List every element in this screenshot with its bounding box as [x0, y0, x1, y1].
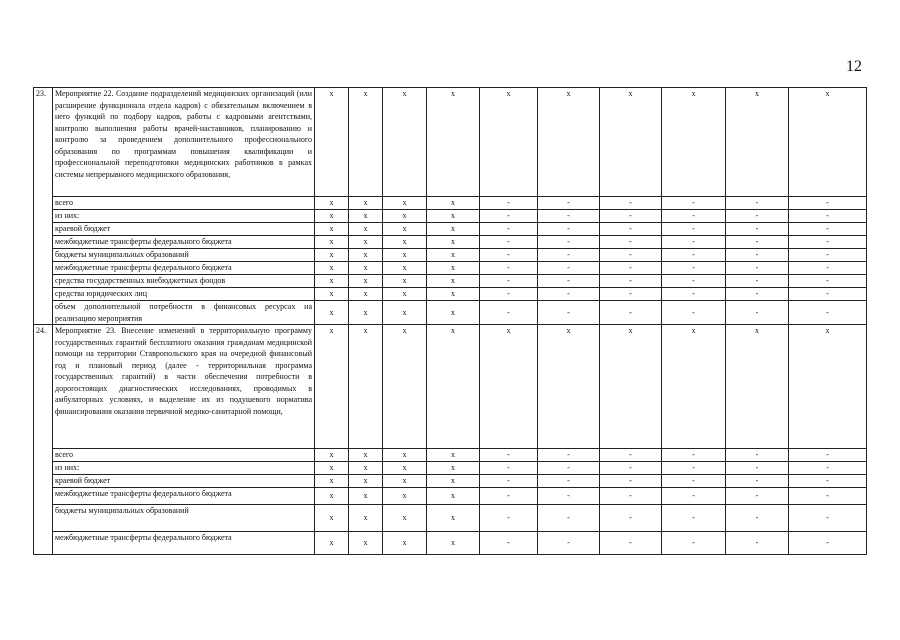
value-cell: - [726, 249, 789, 262]
value-cell: - [726, 532, 789, 555]
value-cell: x [427, 288, 480, 301]
value-cell: x [315, 275, 349, 288]
value-cell: - [726, 488, 789, 505]
value-cell: x [315, 210, 349, 223]
value-cell: - [662, 449, 726, 462]
value-cell: x [600, 325, 662, 449]
value-cell: - [789, 505, 867, 532]
value-cell: x [349, 462, 383, 475]
value-cell: x [383, 462, 427, 475]
value-cell: x [383, 262, 427, 275]
measure-title: Мероприятие 22. Создание подразделений медицинских организаций (или расширение функционала отдела кадров) с обязательным включением в него функций по подбору кадров, работы с кадровыми агентствами, контролю выполнения работы врачей-наставников, планированию и контролю за проведением дополнительного профессионального образования по программам повышения квалификации и профессиональной переподготовки медицинских работников в рамках системы непрерывного медицинского образования, [53, 88, 315, 197]
value-cell: - [789, 210, 867, 223]
value-cell: x [383, 275, 427, 288]
value-cell: x [427, 488, 480, 505]
value-cell: - [538, 488, 600, 505]
measure-title: Мероприятие 23. Внесение изменений в территориальную программу государственных гарантий бесплатного оказания гражданам медицинской помощи на территории Ставропольского края на очередной финансовый год и плановый период (далее - территориальная программа государственных гарантий) в части обеспечения потребности в дорогостоящих диагностических исследованиях, проводимых в амбулаторных условиях, и выделение их из подушевого норматива финансирования оказания первичной медико-санитарной помощи, [53, 325, 315, 449]
funding-source-row [34, 505, 867, 532]
value-cell: x [383, 223, 427, 236]
value-cell: x [349, 262, 383, 275]
value-cell: x [383, 325, 427, 449]
value-cell: x [427, 210, 480, 223]
value-cell: x [315, 88, 349, 197]
value-cell: - [600, 488, 662, 505]
funding-source-row [34, 301, 867, 325]
value-cell: - [600, 288, 662, 301]
value-cell: x [383, 449, 427, 462]
value-cell: x [383, 288, 427, 301]
value-cell: - [538, 210, 600, 223]
value-cell: - [480, 210, 538, 223]
funding-source-row [34, 262, 867, 275]
funding-source-label: краевой бюджет [53, 475, 315, 488]
value-cell: x [383, 249, 427, 262]
value-cell: - [726, 475, 789, 488]
value-cell: x [383, 210, 427, 223]
funding-source-label: межбюджетные трансферты федерального бюджета [53, 532, 315, 555]
value-cell: x [349, 325, 383, 449]
value-cell: - [600, 197, 662, 210]
value-cell: x [349, 236, 383, 249]
funding-source-label: средства государственных внебюджетных фондов [53, 275, 315, 288]
value-cell: x [315, 488, 349, 505]
value-cell: - [789, 197, 867, 210]
value-cell: - [480, 449, 538, 462]
value-cell: x [427, 88, 480, 197]
funding-source-label: всего [53, 197, 315, 210]
value-cell: x [315, 475, 349, 488]
funding-source-label: бюджеты муниципальных образований [53, 505, 315, 532]
value-cell: - [726, 275, 789, 288]
value-cell: x [315, 301, 349, 325]
value-cell: - [600, 449, 662, 462]
funding-source-label: средства юридических лиц [53, 288, 315, 301]
value-cell: - [600, 262, 662, 275]
value-cell: - [480, 262, 538, 275]
value-cell: - [480, 275, 538, 288]
value-cell: - [600, 505, 662, 532]
value-cell: - [789, 275, 867, 288]
value-cell: x [427, 475, 480, 488]
value-cell: x [427, 301, 480, 325]
funding-source-label: межбюджетные трансферты федерального бюджета [53, 262, 315, 275]
value-cell: x [349, 488, 383, 505]
funding-table [33, 87, 867, 555]
value-cell: - [480, 223, 538, 236]
funding-source-label: бюджеты муниципальных образований [53, 249, 315, 262]
value-cell: x [427, 275, 480, 288]
value-cell: - [726, 505, 789, 532]
value-cell: x [383, 505, 427, 532]
value-cell: - [538, 475, 600, 488]
value-cell: - [538, 532, 600, 555]
value-cell: x [383, 488, 427, 505]
value-cell: - [662, 275, 726, 288]
value-cell: - [538, 262, 600, 275]
value-cell: x [480, 88, 538, 197]
value-cell: - [662, 236, 726, 249]
value-cell: x [427, 532, 480, 555]
value-cell: x [662, 88, 726, 197]
value-cell: x [315, 325, 349, 449]
value-cell: - [600, 475, 662, 488]
value-cell: - [600, 462, 662, 475]
value-cell: - [789, 288, 867, 301]
value-cell: x [789, 88, 867, 197]
value-cell: - [480, 505, 538, 532]
value-cell: x [315, 288, 349, 301]
value-cell: - [789, 301, 867, 325]
measure-number: 23. [34, 88, 53, 325]
value-cell: - [789, 223, 867, 236]
value-cell: x [427, 236, 480, 249]
value-cell: x [315, 249, 349, 262]
measure-row [34, 325, 867, 449]
value-cell: - [480, 249, 538, 262]
value-cell: x [315, 197, 349, 210]
value-cell: - [600, 249, 662, 262]
value-cell: x [726, 325, 789, 449]
funding-source-row [34, 275, 867, 288]
value-cell: - [538, 275, 600, 288]
measure-row [34, 88, 867, 197]
value-cell: - [662, 301, 726, 325]
value-cell: x [349, 275, 383, 288]
value-cell: - [662, 288, 726, 301]
value-cell: - [662, 462, 726, 475]
value-cell: - [726, 197, 789, 210]
value-cell: - [726, 449, 789, 462]
value-cell: x [349, 449, 383, 462]
value-cell: - [726, 288, 789, 301]
value-cell: - [538, 505, 600, 532]
value-cell: - [480, 197, 538, 210]
value-cell: - [480, 532, 538, 555]
value-cell: x [315, 223, 349, 236]
value-cell: x [349, 88, 383, 197]
value-cell: x [538, 88, 600, 197]
funding-source-row [34, 475, 867, 488]
value-cell: x [349, 475, 383, 488]
value-cell: x [427, 223, 480, 236]
funding-source-row [34, 532, 867, 555]
value-cell: - [789, 488, 867, 505]
value-cell: - [662, 488, 726, 505]
value-cell: x [427, 197, 480, 210]
value-cell: x [600, 88, 662, 197]
value-cell: - [662, 505, 726, 532]
value-cell: x [315, 236, 349, 249]
value-cell: - [538, 449, 600, 462]
value-cell: x [315, 262, 349, 275]
value-cell: - [726, 462, 789, 475]
value-cell: x [383, 475, 427, 488]
value-cell: x [349, 210, 383, 223]
value-cell: x [383, 197, 427, 210]
value-cell: - [726, 210, 789, 223]
value-cell: - [600, 210, 662, 223]
value-cell: x [427, 462, 480, 475]
value-cell: - [538, 462, 600, 475]
value-cell: - [789, 475, 867, 488]
value-cell: - [600, 223, 662, 236]
funding-source-row [34, 197, 867, 210]
funding-source-row [34, 249, 867, 262]
value-cell: - [789, 449, 867, 462]
value-cell: - [662, 262, 726, 275]
value-cell: x [349, 288, 383, 301]
page-number: 12 [846, 58, 862, 75]
value-cell: - [600, 236, 662, 249]
value-cell: x [315, 462, 349, 475]
funding-source-label: всего [53, 449, 315, 462]
value-cell: - [662, 223, 726, 236]
value-cell: - [726, 223, 789, 236]
value-cell: x [383, 301, 427, 325]
value-cell: - [480, 462, 538, 475]
value-cell: - [480, 236, 538, 249]
value-cell: - [789, 262, 867, 275]
value-cell: - [789, 236, 867, 249]
value-cell: - [600, 275, 662, 288]
funding-source-label: объем дополнительной потребности в финансовых ресурсах на реализацию мероприятия [53, 301, 315, 325]
value-cell: x [349, 301, 383, 325]
value-cell: x [383, 532, 427, 555]
funding-source-row [34, 210, 867, 223]
value-cell: - [662, 475, 726, 488]
value-cell: x [315, 505, 349, 532]
value-cell: - [480, 488, 538, 505]
value-cell: - [789, 532, 867, 555]
value-cell: x [427, 449, 480, 462]
value-cell: - [538, 223, 600, 236]
value-cell: - [480, 288, 538, 301]
value-cell: x [383, 236, 427, 249]
value-cell: x [315, 532, 349, 555]
funding-source-label: из них: [53, 210, 315, 223]
value-cell: x [349, 223, 383, 236]
value-cell: - [480, 475, 538, 488]
value-cell: - [726, 301, 789, 325]
value-cell: x [662, 325, 726, 449]
funding-source-label: межбюджетные трансферты федерального бюджета [53, 488, 315, 505]
value-cell: - [662, 210, 726, 223]
value-cell: - [480, 301, 538, 325]
value-cell: x [315, 449, 349, 462]
funding-source-label: краевой бюджет [53, 223, 315, 236]
value-cell: - [538, 236, 600, 249]
funding-source-label: межбюджетные трансферты федерального бюджета [53, 236, 315, 249]
value-cell: x [427, 325, 480, 449]
value-cell: x [427, 262, 480, 275]
value-cell: - [600, 532, 662, 555]
funding-source-label: из них: [53, 462, 315, 475]
value-cell: - [662, 197, 726, 210]
value-cell: - [538, 301, 600, 325]
value-cell: - [789, 249, 867, 262]
value-cell: - [662, 532, 726, 555]
value-cell: x [349, 197, 383, 210]
measure-number: 24. [34, 325, 53, 555]
funding-source-row [34, 488, 867, 505]
value-cell: - [662, 249, 726, 262]
value-cell: - [538, 288, 600, 301]
funding-source-row [34, 462, 867, 475]
funding-source-row [34, 223, 867, 236]
funding-source-row [34, 288, 867, 301]
value-cell: - [726, 262, 789, 275]
value-cell: x [427, 249, 480, 262]
value-cell: x [789, 325, 867, 449]
value-cell: x [383, 88, 427, 197]
value-cell: x [427, 505, 480, 532]
value-cell: x [480, 325, 538, 449]
value-cell: - [726, 236, 789, 249]
value-cell: x [538, 325, 600, 449]
value-cell: x [349, 505, 383, 532]
value-cell: - [789, 462, 867, 475]
value-cell: - [600, 301, 662, 325]
funding-source-row [34, 449, 867, 462]
value-cell: - [538, 197, 600, 210]
value-cell: x [726, 88, 789, 197]
value-cell: x [349, 532, 383, 555]
value-cell: x [349, 249, 383, 262]
funding-source-row [34, 236, 867, 249]
value-cell: - [538, 249, 600, 262]
